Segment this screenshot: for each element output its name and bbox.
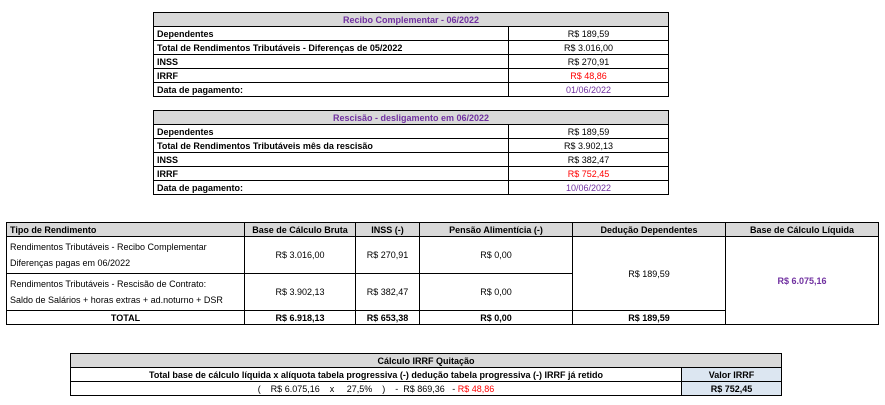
- row-value: R$ 382,47: [509, 153, 669, 167]
- valor-irrf-header: Valor IRRF: [682, 368, 782, 382]
- pensao-cell: R$ 0,00: [420, 274, 573, 311]
- row-label: Data de pagamento:: [154, 181, 509, 195]
- row-value: R$ 270,91: [509, 55, 669, 69]
- tipo-line-2: Diferenças pagas em 06/2022: [10, 258, 131, 268]
- irrf-value: R$ 48,86: [509, 69, 669, 83]
- valor-irrf: R$ 752,45: [682, 382, 782, 396]
- table-row: [154, 83, 669, 97]
- header-base-bruta: Base de Cálculo Bruta: [245, 223, 356, 237]
- row-label: Total de Rendimentos Tributáveis - Diferenças de 05/2022: [154, 41, 509, 55]
- tipo-line-1: Rendimentos Tributáveis - Recibo Complementar: [10, 242, 207, 252]
- irrf-calc-table: [70, 353, 782, 396]
- inss-cell: R$ 270,91: [356, 237, 420, 274]
- base-bruta-cell: R$ 3.016,00: [245, 237, 356, 274]
- header-pensao: Pensão Alimentícia (-): [420, 223, 573, 237]
- table-row: [154, 181, 669, 195]
- tipo-line-1: Rendimentos Tributáveis - Rescisão de Contrato:: [10, 279, 207, 289]
- total-label: TOTAL: [7, 311, 245, 325]
- row-label: Dependentes: [154, 125, 509, 139]
- row-value: R$ 3.902,13: [509, 139, 669, 153]
- row-label: IRRF: [154, 167, 509, 181]
- resumo-table: [6, 222, 879, 325]
- header-base-liquida: Base de Cálculo Líquida: [726, 223, 879, 237]
- table-row: [154, 55, 669, 69]
- inss-cell: R$ 382,47: [356, 274, 420, 311]
- row-label: Data de pagamento:: [154, 83, 509, 97]
- row-label: Total de Rendimentos Tributáveis mês da rescisão: [154, 139, 509, 153]
- row-value: R$ 3.016,00: [509, 41, 669, 55]
- tipo-cell: [7, 237, 245, 274]
- calc-expression: ( R$ 6.075,16 x 27,5% ) - R$ 869,36 -: [257, 383, 458, 394]
- rescisao-title: Rescisão - desligamento em 06/2022: [154, 111, 669, 125]
- payment-date: 01/06/2022: [509, 83, 669, 97]
- payment-date: 10/06/2022: [509, 181, 669, 195]
- header-tipo: Tipo de Rendimento: [7, 223, 245, 237]
- base-liquida-cell: R$ 6.075,16: [726, 237, 879, 325]
- header-deducao: Dedução Dependentes: [573, 223, 726, 237]
- recibo-title: Recibo Complementar - 06/2022: [154, 13, 669, 27]
- irrf-formula: Total base de cálculo líquida x alíquota tabela progressiva (-) dedução tabela progressiva (-) IRRF já retido: [71, 368, 682, 382]
- row-value: R$ 189,59: [509, 125, 669, 139]
- row-label: INSS: [154, 153, 509, 167]
- recibo-complementar-table: [153, 12, 669, 97]
- deducao-cell: R$ 189,59: [573, 237, 726, 311]
- tipo-cell: [7, 274, 245, 311]
- pensao-cell: R$ 0,00: [420, 237, 573, 274]
- total-inss: R$ 653,38: [356, 311, 420, 325]
- header-inss: INSS (-): [356, 223, 420, 237]
- row-value: R$ 189,59: [509, 27, 669, 41]
- table-row: [154, 69, 669, 83]
- table-row: [154, 153, 669, 167]
- irrf-value: R$ 752,45: [509, 167, 669, 181]
- row-label: Dependentes: [154, 27, 509, 41]
- total-deducao: R$ 189,59: [573, 311, 726, 325]
- table-row: [154, 27, 669, 41]
- total-pensao: R$ 0,00: [420, 311, 573, 325]
- table-row: [154, 167, 669, 181]
- table-row: [154, 139, 669, 153]
- base-bruta-cell: R$ 3.902,13: [245, 274, 356, 311]
- table-row: [154, 41, 669, 55]
- rescisao-table: [153, 110, 669, 195]
- table-row: [154, 125, 669, 139]
- irrf-calculation: [71, 382, 682, 396]
- table-row: [7, 237, 879, 274]
- irrf-retido: R$ 48,86: [457, 383, 495, 394]
- irrf-title: Cálculo IRRF Quitação: [71, 354, 782, 368]
- tipo-line-2: Saldo de Salários + horas extras + ad.noturno + DSR: [10, 295, 223, 305]
- row-label: IRRF: [154, 69, 509, 83]
- row-label: INSS: [154, 55, 509, 69]
- total-base: R$ 6.918,13: [245, 311, 356, 325]
